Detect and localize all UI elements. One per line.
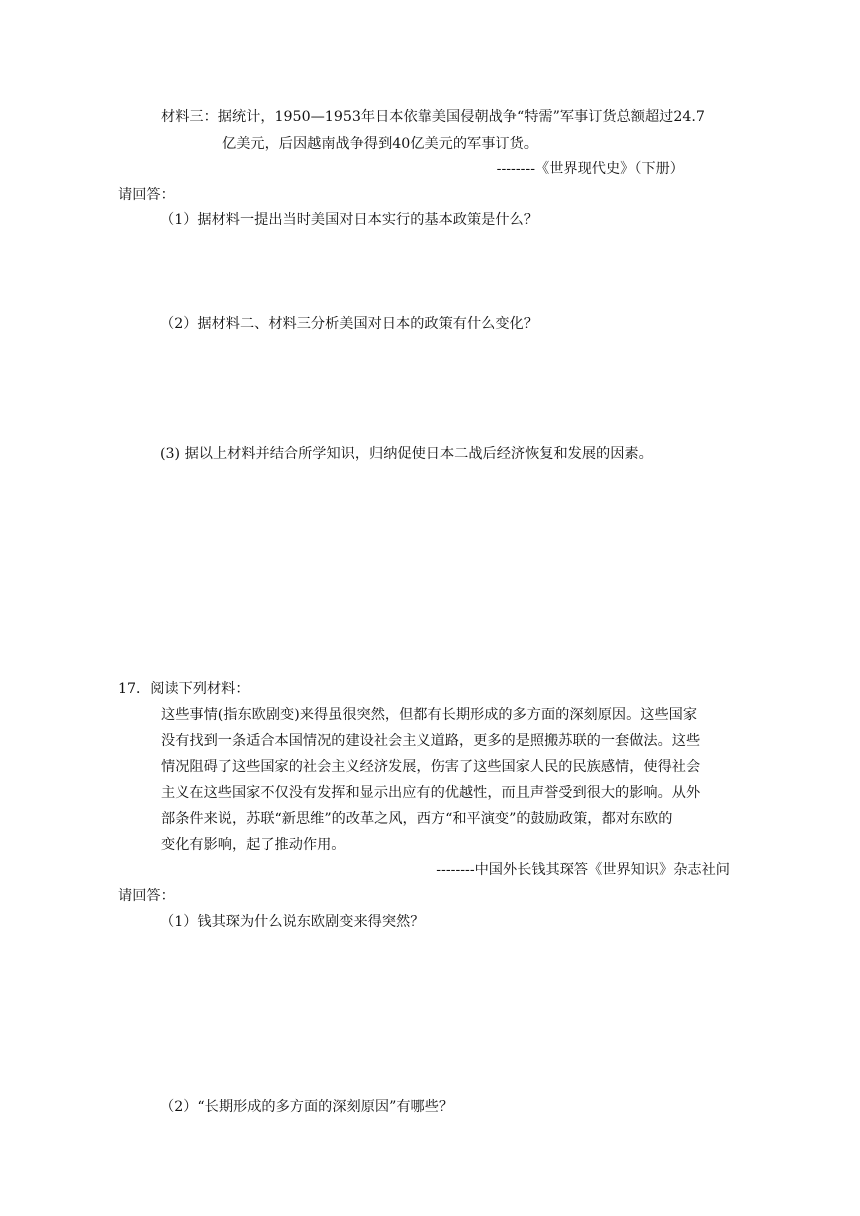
question-16-part-3: (3) 据以上材料并结合所学知识，归纳促使日本二战后经济恢复和发展的因素。	[160, 446, 653, 462]
material-line: 这些事情(指东欧剧变)来得虽很突然，但都有长期形成的多方面的深刻原因。这些国家	[161, 707, 698, 723]
question-16-part-1: （1）据材料一提出当时美国对日本实行的基本政策是什么？	[160, 212, 538, 228]
answer-prompt: 请回答：	[118, 888, 175, 904]
answer-prompt: 请回答：	[118, 187, 175, 203]
material-line: 没有找到一条适合本国情况的建设社会主义道路，更多的是照搬苏联的一套做法。这些	[161, 733, 701, 749]
question-17-heading: 17．阅读下列材料：	[118, 681, 250, 697]
material-line: 主义在这些国家不仅没有发挥和显示出应有的优越性，而且声誉受到很大的影响。从外	[161, 785, 701, 801]
question-17-part-2: （2）“长期形成的多方面的深刻原因”有哪些？	[160, 1099, 454, 1115]
material-line: 情况阻碍了这些国家的社会主义经济发展，伤害了这些国家人民的民族感情，使得社会	[161, 759, 701, 775]
material-three-line-2: 亿美元，后因越南战争得到40亿美元的军事订货。	[222, 136, 538, 152]
material-line: 部条件来说，苏联“新思维”的改革之风，西方“和平演变”的鼓励政策，都对东欧的	[161, 811, 673, 827]
question-17-part-1: （1）钱其琛为什么说东欧剧变来得突然？	[160, 914, 425, 930]
question-16-part-2: （2）据材料二、材料三分析美国对日本的政策有什么变化？	[160, 316, 538, 332]
material-three-line-1: 材料三：据统计，1950—1953年日本依靠美国侵朝战争“特需”军事订货总额超过24.7	[161, 109, 705, 125]
material-three-source: --------《世界现代史》（下册）	[496, 161, 684, 177]
question-17-source: --------中国外长钱其琛答《世界知识》杂志社问	[436, 862, 730, 878]
material-line: 变化有影响，起了推动作用。	[161, 837, 346, 853]
